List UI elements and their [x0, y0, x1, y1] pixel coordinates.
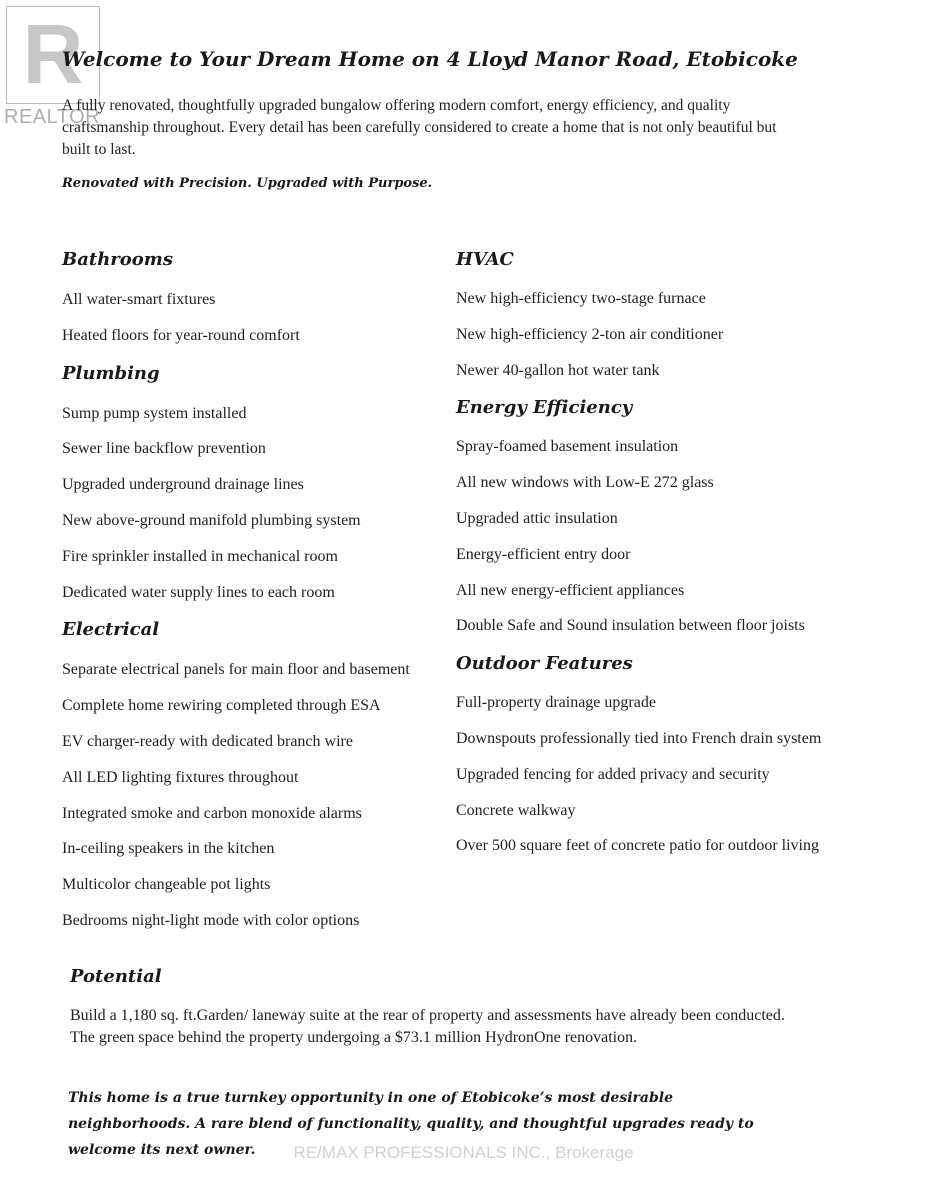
- list-item: Full-property drainage upgrade: [456, 694, 656, 712]
- section-outdoor-features: [456, 652, 896, 872]
- list-item: Complete home rewiring completed through ESA: [62, 697, 381, 715]
- list-item: Upgraded underground drainage lines: [62, 476, 304, 494]
- list-item: Double Safe and Sound insulation between floor joists: [456, 617, 805, 635]
- section-plumbing: [62, 362, 442, 619]
- feature-list: [62, 660, 442, 946]
- list-item: New above-ground manifold plumbing system: [62, 511, 361, 529]
- list-item: Energy-efficient entry door: [456, 545, 631, 563]
- section-potential: [70, 965, 790, 1049]
- section-heading: Outdoor Features: [456, 653, 633, 675]
- section-heading: Plumbing: [62, 362, 160, 384]
- list-item: Upgraded fencing for added privacy and security: [456, 765, 770, 783]
- list-item: Downspouts professionally tied into French drain system: [456, 729, 822, 747]
- section-heading: Potential: [70, 966, 162, 987]
- list-item: Sump pump system installed: [62, 404, 247, 422]
- list-item: Sewer line backflow prevention: [62, 440, 266, 458]
- left-column: [62, 248, 442, 947]
- section-heading: Electrical: [62, 619, 160, 641]
- closing-statement: This home is a true turnkey opportunity in one of Etobicoke’s most desirable neighborhoods. A rare blend of functionality, quality, and thoughtful upgrades ready to welcome its next owner.: [68, 1090, 754, 1158]
- list-item: All LED lighting fixtures throughout: [62, 768, 299, 786]
- list-item: Heated floors for year-round comfort: [62, 326, 300, 344]
- intro-paragraph: A fully renovated, thoughtfully upgraded bungalow offering modern comfort, energy efficiency, and quality craftsmanship throughout. Every detail has been carefully considered to create a home that is not only beautiful but built to last.: [62, 97, 777, 158]
- list-item: Multicolor changeable pot lights: [62, 876, 271, 894]
- list-item: Bedrooms night-light mode with color options: [62, 911, 360, 929]
- list-item: Integrated smoke and carbon monoxide alarms: [62, 804, 362, 822]
- section-heading: HVAC: [456, 249, 514, 270]
- realtor-logo-text: REALTOR: [4, 106, 101, 128]
- section-hvac: [456, 248, 896, 396]
- section-heading: Bathrooms: [62, 249, 173, 270]
- potential-text: Build a 1,180 sq. ft.Garden/ laneway suite at the rear of property and assessments have already been conducted. The green space behind the property undergoing a $73.1 million HydronOne renovation.: [70, 1007, 785, 1046]
- list-item: Newer 40-gallon hot water tank: [456, 361, 660, 379]
- list-item: Dedicated water supply lines to each room: [62, 583, 335, 601]
- section-electrical: [62, 618, 442, 946]
- feature-list: [456, 289, 896, 396]
- list-item: Spray-foamed basement insulation: [456, 438, 679, 456]
- page-title: Welcome to Your Dream Home on 4 Lloyd Manor Road, Etobicoke: [62, 47, 798, 71]
- list-item: All new windows with Low-E 272 glass: [456, 474, 714, 492]
- brokerage-watermark: RE/MAX PROFESSIONALS INC., Brokerage: [293, 1143, 634, 1162]
- section-energy-efficiency: [456, 396, 896, 652]
- tagline: Renovated with Precision. Upgraded with Purpose.: [62, 176, 433, 191]
- list-item: Separate electrical panels for main floor and basement: [62, 661, 410, 679]
- feature-list: [62, 404, 442, 619]
- list-item: New high-efficiency two-stage furnace: [456, 290, 706, 307]
- feature-list: [62, 290, 442, 362]
- list-item: Concrete walkway: [456, 801, 576, 819]
- feature-list: [456, 437, 896, 652]
- section-bathrooms: [62, 248, 442, 362]
- realtor-logo-letter: R: [22, 7, 84, 101]
- list-item: Upgraded attic insulation: [456, 509, 618, 527]
- right-column: [456, 248, 896, 872]
- list-item: EV charger-ready with dedicated branch wire: [62, 732, 353, 750]
- list-item: Fire sprinkler installed in mechanical room: [62, 547, 338, 565]
- list-item: New high-efficiency 2-ton air conditioner: [456, 325, 724, 343]
- list-item: All new energy-efficient appliances: [456, 581, 685, 599]
- list-item: All water-smart fixtures: [62, 291, 216, 308]
- list-item: Over 500 square feet of concrete patio for outdoor living: [456, 837, 819, 855]
- list-item: In-ceiling speakers in the kitchen: [62, 840, 275, 858]
- section-heading: Energy Efficiency: [456, 397, 633, 419]
- feature-list: [456, 693, 896, 872]
